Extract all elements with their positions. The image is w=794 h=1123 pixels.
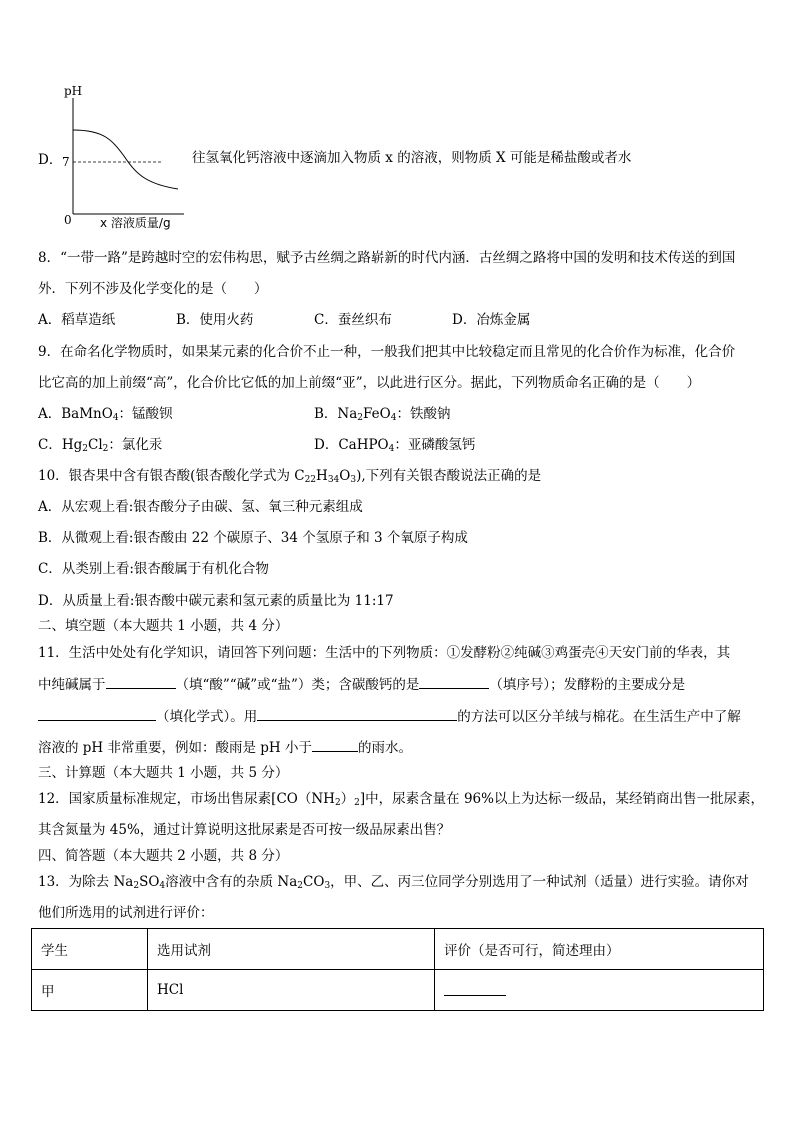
q11-line1: 11．生活中处处有化学知识，请回答下列问题：生活中的下列物质：①发酵粉②纯碱③鸡蛋壳④天安门前的华表，其	[38, 645, 731, 661]
q9-option-d: D．CaHPO$_4$：亚磷酸氢钙	[314, 437, 476, 454]
q11-blank-salt-type[interactable]	[106, 674, 176, 689]
evaluation-answer-blank[interactable]	[444, 981, 506, 996]
table-header-row	[32, 929, 764, 970]
q9-stem-line2: 比它高的加上前缀“高”，化合价比它低的加上前缀“亚”，以此进行区分。据此，下列物质命名正确的是（ ）	[38, 375, 701, 391]
q9-option-c: C．$Hg_2Cl_2$：氯化汞	[38, 437, 163, 454]
q10-stem: 10．银杏果中含有银杏酸(银杏酸化学式为 $C_{22}H_{34}O_3$),下列有关银杏酸说法正确的是	[38, 468, 542, 485]
q11-line4: 溶液的 pH 非常重要，例如：酸雨是 pH 小于 的雨水。	[38, 737, 412, 758]
q11-blank-calcium-carbonate[interactable]	[419, 674, 489, 689]
section-2-heading: 二、填空题（本大题共 1 小题，共 4 分）	[38, 618, 289, 634]
q13-evaluation-table	[31, 928, 764, 1011]
chart-ph-curve	[73, 130, 178, 189]
chart-x-label: x 溶液质量/g	[100, 216, 171, 230]
q13-line2: 他们所选用的试剂进行评价：	[38, 905, 214, 921]
q11-line3: （填化学式）。用 的方法可以区分羊绒与棉花。在生活生产中了解	[38, 706, 741, 727]
q10-option-b: B．从微观上看:银杏酸由 22 个碳原子、34 个氢原子和 3 个氧原子构成	[38, 530, 468, 546]
table-header-reagent: 选用试剂	[148, 929, 435, 970]
q7-option-d-statement: 往氢氧化钙溶液中逐滴加入物质 x 的溶液，则物质 X 可能是稀盐酸或者水	[192, 150, 632, 166]
q9-option-a: A．BaMnO$_4$：锰酸钡	[38, 406, 173, 423]
table-row	[32, 970, 764, 1011]
chart-origin-label: 0	[64, 213, 72, 227]
chart-y-tick-7: 7	[62, 155, 70, 169]
q10-option-a: A．从宏观上看:银杏酸分子由碳、氢、氧三种元素组成	[38, 499, 363, 515]
q12-line1: 12．国家质量标准规定，市场出售尿素$[CO(NH_2)_2]$中，尿素含量在 96%以上为达标一级品，某经销商出售一批尿素，	[38, 791, 764, 808]
chart-y-label: pH	[64, 84, 83, 98]
table-cell-student: 甲	[32, 970, 148, 1011]
q7-option-d-label: D．	[38, 152, 63, 168]
table-cell-reagent: HCl	[148, 970, 435, 1011]
table-header-evaluation: 评价（是否可行，简述理由）	[435, 929, 764, 970]
q11-line2: 中纯碱属于 （填“酸”“碱”或“盐”）类；含碳酸钙的是 （填序号）；发酵粉的主要成分是	[38, 674, 685, 695]
q8-option-d: D．冶炼金属	[452, 312, 531, 328]
q8-option-b: B．使用火药	[176, 312, 254, 328]
q13-line1: 13．为除去 $Na_2SO_4$溶液中含有的杂质 $Na_2CO_3$，甲、乙、丙三位同学分别选用了一种试剂（适量）进行实验。请你对	[38, 874, 749, 891]
table-header-student: 学生	[32, 929, 148, 970]
q8-stem-line2: 外．下列不涉及化学变化的是（ ）	[38, 281, 268, 297]
q10-option-d: D．从质量上看:银杏酸中碳元素和氢元素的质量比为 11:17	[38, 593, 394, 609]
section-4-heading: 四、简答题（本大题共 2 小题，共 8 分）	[38, 848, 289, 864]
q8-option-a: A．稻草造纸	[38, 312, 116, 328]
q8-stem-line1: 8．“一带一路”是跨越时空的宏伟构思，赋予古丝绸之路崭新的时代内涵．古丝绸之路将中国的发明和技术传送的到国	[38, 250, 736, 266]
q9-option-b: B．$Na_2FeO_4$：铁酸钠	[314, 406, 451, 423]
section-3-heading: 三、计算题（本大题共 1 小题，共 5 分）	[38, 765, 289, 781]
q11-blank-formula[interactable]	[38, 706, 156, 721]
q11-blank-ph-value[interactable]	[312, 737, 358, 752]
q9-stem-line1: 9．在命名化学物质时，如果某元素的化合价不止一种，一般我们把其中比较稳定而且常见的化合价作为标准，化合价	[38, 344, 736, 360]
table-cell-evaluation[interactable]	[435, 970, 764, 1011]
q11-blank-method[interactable]	[257, 706, 457, 721]
q10-option-c: C．从类别上看:银杏酸属于有机化合物	[38, 561, 269, 577]
q12-line2: 其含氮量为 45%，通过计算说明这批尿素是否可按一级品尿素出售？	[38, 822, 451, 838]
q8-option-c: C．蚕丝织布	[314, 312, 392, 328]
